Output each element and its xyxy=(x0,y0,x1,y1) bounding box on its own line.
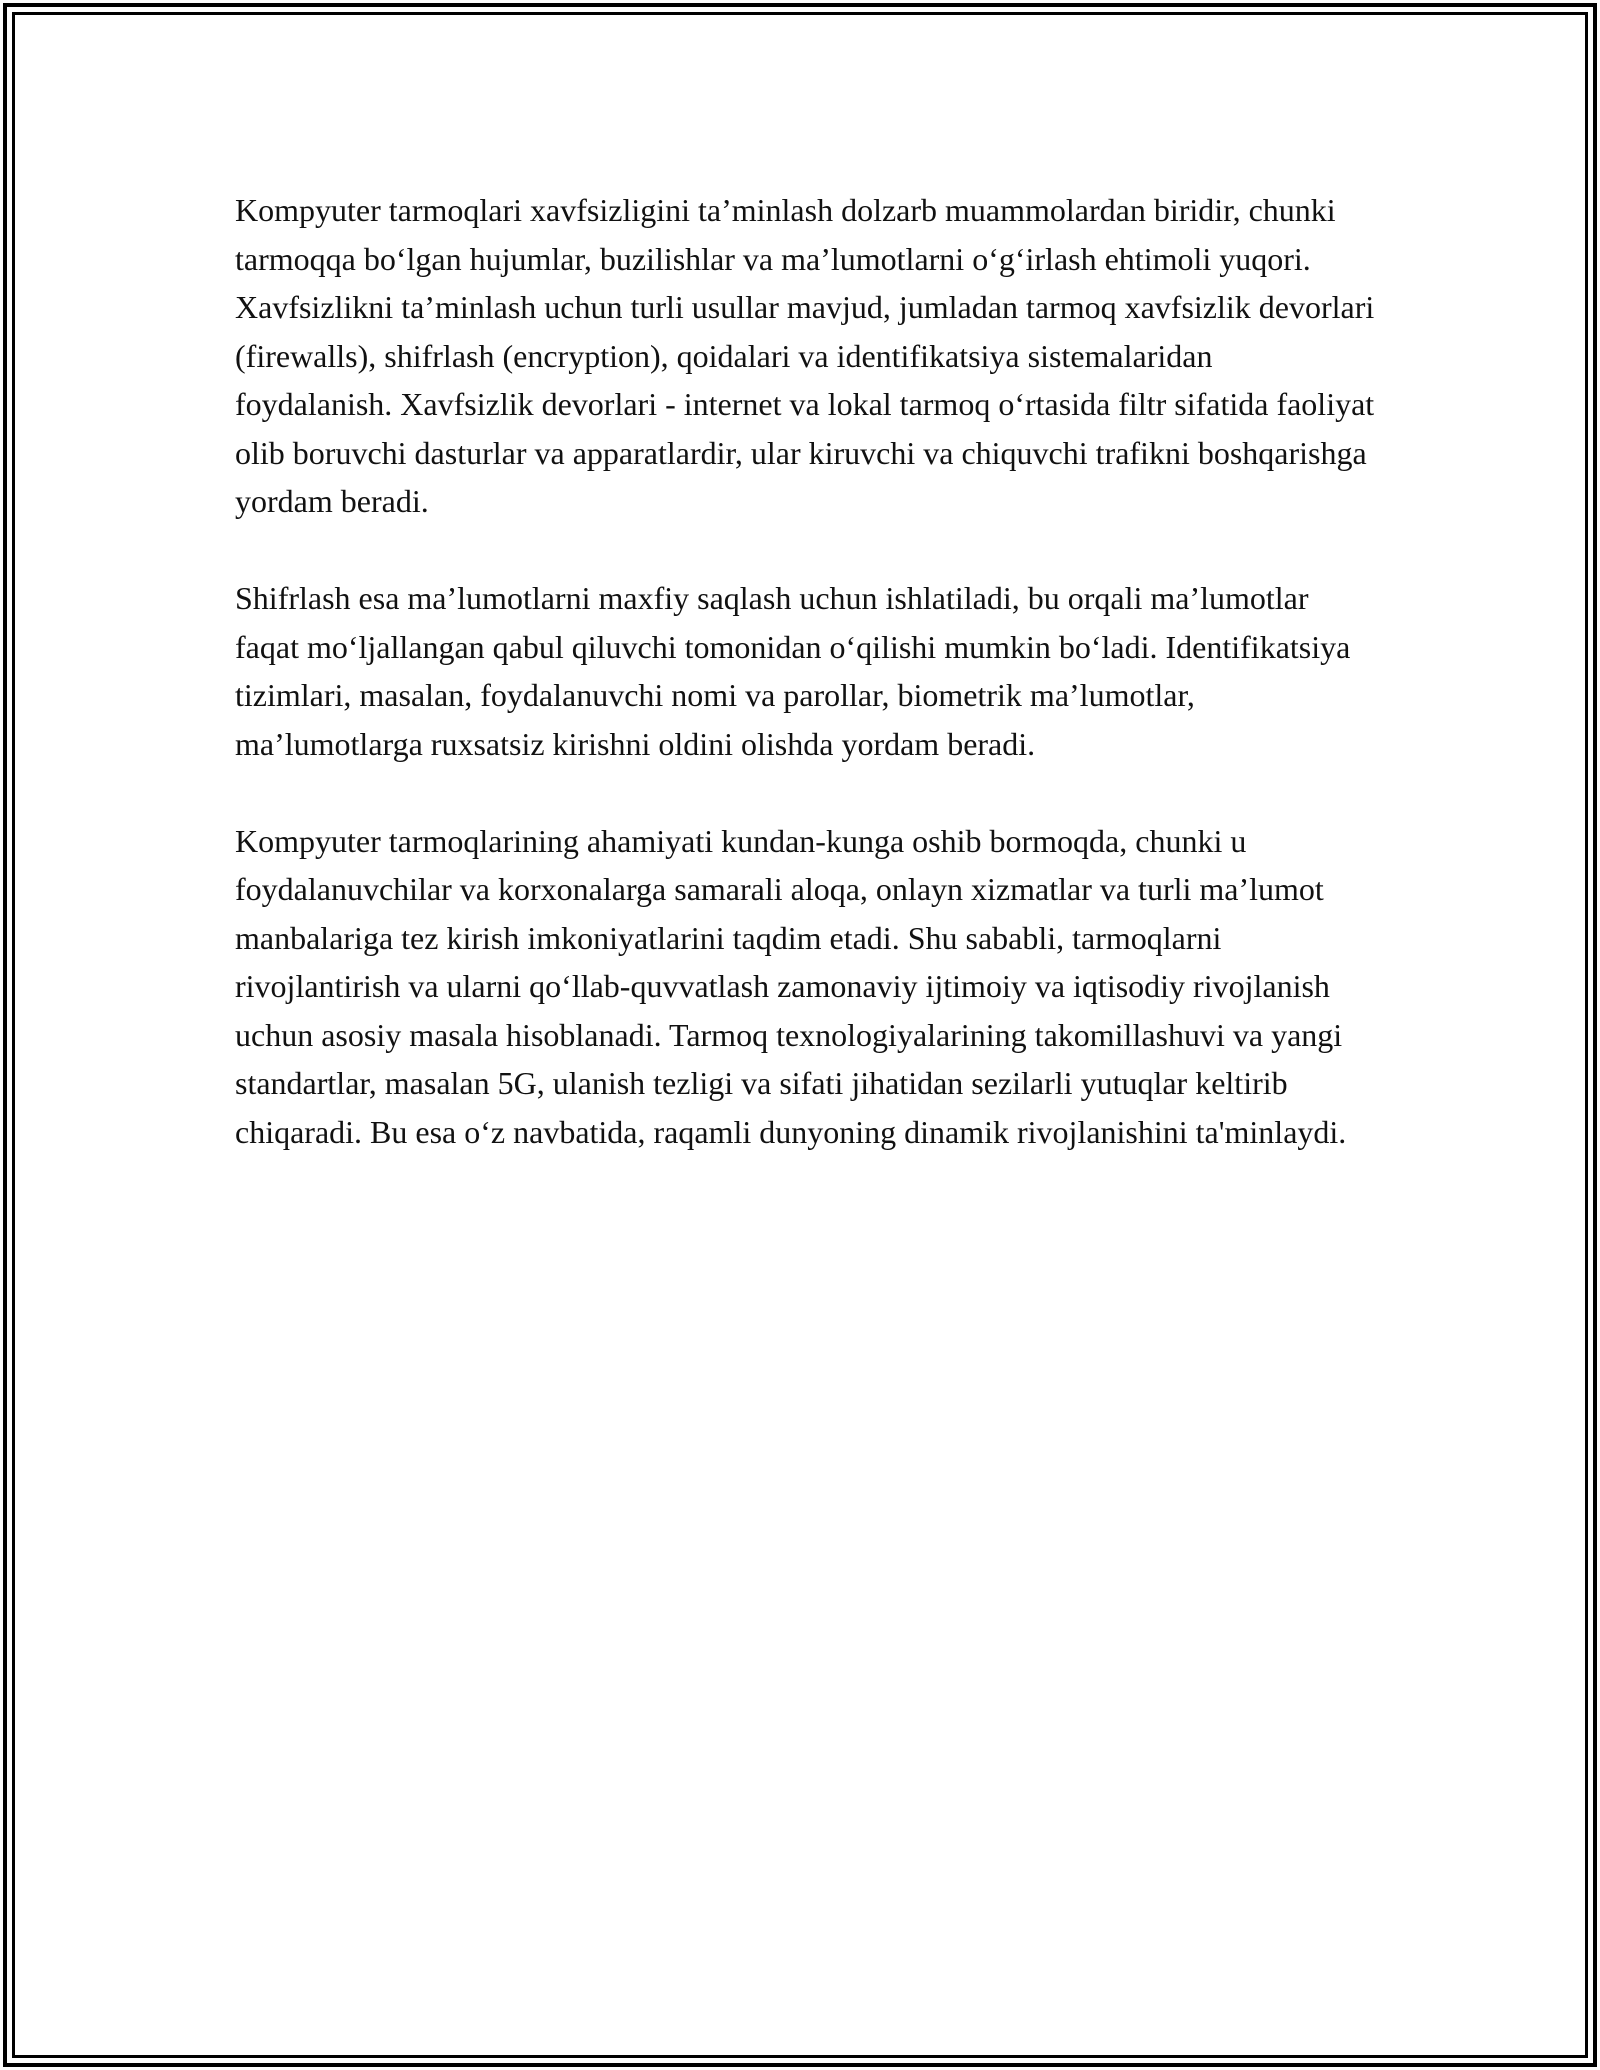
document-body xyxy=(235,186,1375,1205)
paragraph-network-security: Kompyuter tarmoqlari xavfsizligini ta’minlash dolzarb muammolardan biridir, chunki tarmoqqa bo‘lgan hujumlar, buzilishlar va ma’lumotlarni o‘g‘irlash ehtimoli yuqori. Xavfsizlikni ta’minlash uchun turli usullar mavjud, jumladan tarmoq xavfsizlik devorlari (firewalls), shifrlash (encryption), qoidalari va identifikatsiya sistemalaridan foydalanish. Xavfsizlik devorlari - internet va lokal tarmoq o‘rtasida filtr sifatida faoliyat olib boruvchi dasturlar va apparatlardir, ular kiruvchi va chiquvchi trafikni boshqarishga yordam beradi. xyxy=(235,192,1375,519)
paragraph-network-importance: Kompyuter tarmoqlarining ahamiyati kundan-kunga oshib bormoqda, chunki u foydalanuvchilar va korxonalarga samarali aloqa, onlayn xizmatlar va turli ma’lumot manbalariga tez kirish imkoniyatlarini taqdim etadi. Shu sababli, tarmoqlarni rivojlantirish va ularni qo‘llab-quvvatlash zamonaviy ijtimoiy va iqtisodiy rivojlanish uchun asosiy masala hisoblanadi. Tarmoq texnologiyalarining takomillashuvi va yangi standartlar, masalan 5G, ulanish tezligi va sifati jihatidan sezilarli yutuqlar keltirib chiqaradi. Bu esa o‘z navbatida, raqamli dunyoning dinamik rivojlanishini ta'minlaydi. xyxy=(235,822,1347,1150)
paragraph-encryption: Shifrlash esa ma’lumotlarni maxfiy saqlash uchun ishlatiladi, bu orqali ma’lumotlar faqat mo‘ljallangan qabul qiluvchi tomonidan o‘qilishi mumkin bo‘ladi. Identifikatsiya tizimlari, masalan, foydalanuvchi nomi va parollar, biometrik ma’lumotlar, ma’lumotlarga ruxsatsiz kirishni oldini olishda yordam beradi. xyxy=(235,580,1351,762)
